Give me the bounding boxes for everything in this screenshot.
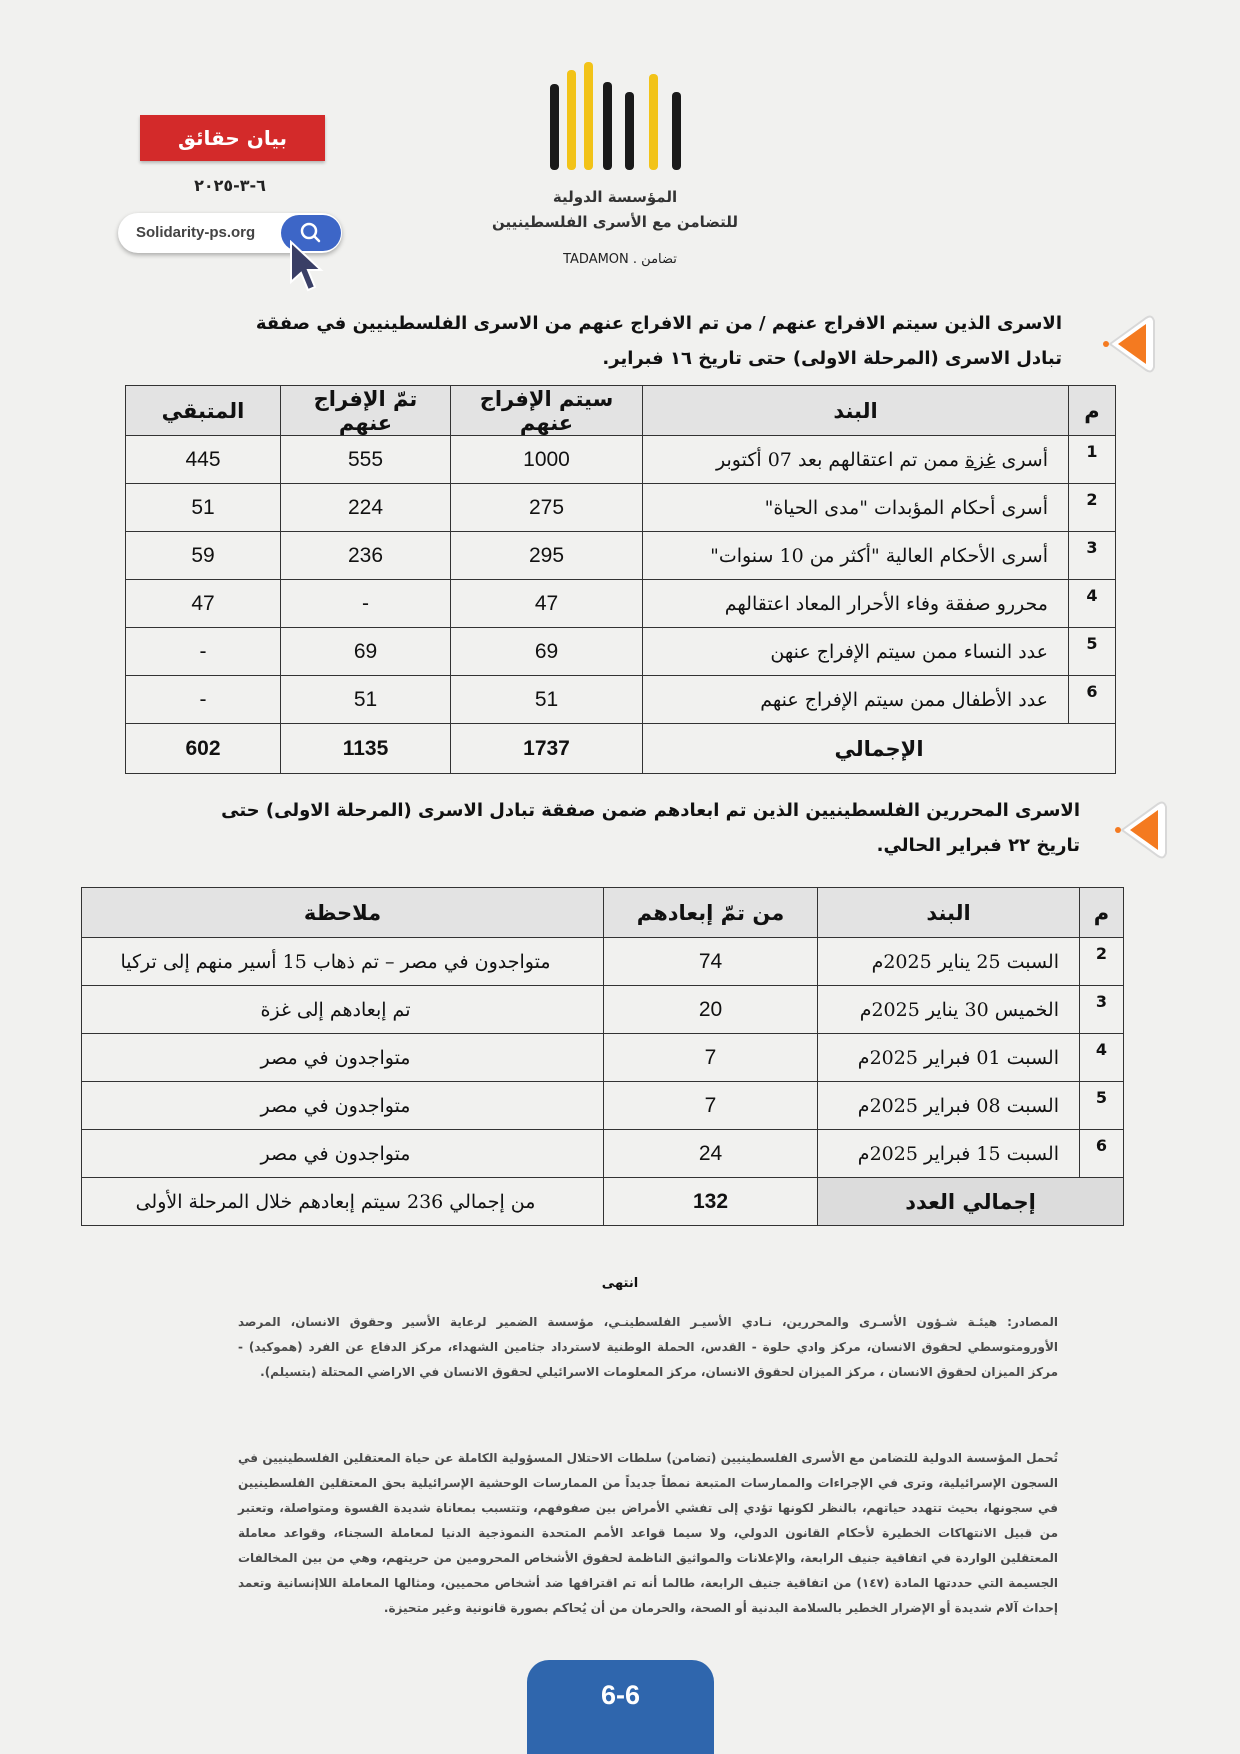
row-index: 2 [1069, 484, 1116, 532]
total-to-release: 1737 [451, 724, 643, 774]
row-index: 3 [1080, 986, 1124, 1034]
row-count: 20 [604, 986, 818, 1034]
row-note: متواجدون في مصر – تم ذهاب 15 أسير منهم إلى تركيا [82, 938, 604, 986]
deported-prisoners-table [81, 887, 1124, 1226]
org-short-name: تضامن . TADAMON [563, 252, 677, 267]
row-remaining: - [126, 676, 281, 724]
table-row [126, 532, 1116, 580]
row-remaining: 51 [126, 484, 281, 532]
organization-logo [545, 62, 695, 172]
col-header-remaining: المتبقي [126, 386, 281, 436]
col-header-note: ملاحظة [82, 888, 604, 938]
row-item: السبت 25 يناير 2025م [818, 938, 1080, 986]
website-url[interactable]: Solidarity-ps.org [136, 224, 256, 241]
row-to-release: 51 [451, 676, 643, 724]
row-released: - [281, 580, 451, 628]
row-item: عدد الأطفال ممن سيتم الإفراج عنهم [643, 676, 1069, 724]
row-released: 555 [281, 436, 451, 484]
total-label: الإجمالي [643, 724, 1116, 774]
row-released: 236 [281, 532, 451, 580]
row-remaining: 59 [126, 532, 281, 580]
col-header-deported-count: من تمّ إبعادهم [604, 888, 818, 938]
row-index: 5 [1080, 1082, 1124, 1130]
table-total-row [82, 1178, 1124, 1226]
total-released: 1135 [281, 724, 451, 774]
row-index: 6 [1080, 1130, 1124, 1178]
col-header-released: تمّ الإفراج عنهم [281, 386, 451, 436]
row-note: تم إبعادهم إلى غزة [82, 986, 604, 1034]
row-count: 74 [604, 938, 818, 986]
table-row [126, 484, 1116, 532]
statement-paragraph: تُحمل المؤسسة الدولية للتضامن مع الأسرى الفلسطينيين (تضامن) سلطات الاحتلال المسؤولية الكاملة عن حياة المعتقلين الفلسطينيين في السجون الإسرائيلية، وترى في الإجراءات والممارسات المتبعة نمطاً جديداً من الممارسات الوحشية الإسرائيلية بحق المعتقلين الفلسطينيين في سجونها، بحيث تتهدد حياتهم، بالنظر لكونها تؤدي إلى تفشي الأمراض بين صفوفهم، وتتسبب بمعاناة شديدة القسوة ومتواصلة، وتعتبر من قبيل الانتهاكات الخطيرة لأحكام القانون الدولي، ولا سيما قواعد الأمم المتحدة النموذجية الدنيا لمعاملة السجناء، وقواعد معاملة المعتقلين الواردة في اتفاقية جنيف الرابعة، والإعلانات والمواثيق الناظمة لحقوق الأشخاص المحرومين من حريتهم، وهي من بين المخالفات الجسيمة التي حددتها المادة (١٤٧) من اتفاقية جنيف الرابعة، طالما أنه تم اقترافها ضد أشخاص محميين، ومثالها المعاملة اللاإنسانية وتعمد إحداث آلام شديدة أو الإضرار الخطير بالسلامة البدنية أو الصحة، والحرمان من أن يُحاكم بصورة قانونية وغير متحيزة. [238, 1451, 1058, 1615]
row-remaining: - [126, 628, 281, 676]
row-item: أسرى غزة ممن تم اعتقالهم بعد 07 أكتوبر [643, 436, 1069, 484]
total-note: من إجمالي 236 سيتم إبعادهم خلال المرحلة الأولى [82, 1178, 604, 1226]
col-header-index: م [1080, 888, 1124, 938]
row-note: متواجدون في مصر [82, 1034, 604, 1082]
org-name-line1: المؤسسة الدولية [552, 188, 678, 206]
row-item: السبت 08 فبراير 2025م [818, 1082, 1080, 1130]
row-released: 69 [281, 628, 451, 676]
sources-paragraph: المصادر: هيئـة شـؤون الأسـرى والمحررين، نـادي الأسيـر الفلسطينـي، مؤسسة الضمير لرعاية الأسير وحقوق الانسان، المرصد الأورومتوسطي لحقوق الانسان، مركز وادي حلوة - القدس، الحملة الوطنية لاسترداد جثامين الشهداء، مركز الدفاع عن الفرد (هموكيد) - مركز الميزان لحقوق الانسان ، مركز الميزان لحقوق الانسان، مركز المعلومات الاسرائيلي لحقوق الانسان في الاراضي المحتلة (بتسيلم). [238, 1315, 1058, 1379]
row-to-release: 69 [451, 628, 643, 676]
fact-sheet-badge: بيان حقائق [140, 115, 325, 161]
org-name-line2: للتضامن مع الأسرى الفلسطينيين [492, 213, 738, 231]
total-label: إجمالي العدد [818, 1178, 1124, 1226]
mouse-cursor-icon [288, 240, 324, 296]
table-header-row [82, 888, 1124, 938]
row-item: أسرى الأحكام العالية "أكثر من 10 سنوات" [643, 532, 1069, 580]
publish-date: ٦-٣-٢٠٢٥ [194, 176, 266, 195]
table-row [82, 986, 1124, 1034]
table-header-row [126, 386, 1116, 436]
table-row [126, 676, 1116, 724]
page-number: 6-6 [527, 1660, 714, 1754]
row-to-release: 295 [451, 532, 643, 580]
row-item: عدد النساء ممن سيتم الإفراج عنهن [643, 628, 1069, 676]
row-remaining: 47 [126, 580, 281, 628]
col-header-item: البند [818, 888, 1080, 938]
row-item: أسرى أحكام المؤبدات "مدى الحياة" [643, 484, 1069, 532]
row-index: 3 [1069, 532, 1116, 580]
table-row [82, 1130, 1124, 1178]
row-item: الخميس 30 يناير 2025م [818, 986, 1080, 1034]
row-released: 224 [281, 484, 451, 532]
section2-arrow-icon [1110, 798, 1180, 862]
row-item: السبت 01 فبراير 2025م [818, 1034, 1080, 1082]
row-to-release: 1000 [451, 436, 643, 484]
row-item: السبت 15 فبراير 2025م [818, 1130, 1080, 1178]
row-index: 2 [1080, 938, 1124, 986]
row-note: متواجدون في مصر [82, 1130, 604, 1178]
table-row [126, 436, 1116, 484]
released-prisoners-table [125, 385, 1116, 774]
row-note: متواجدون في مصر [82, 1082, 604, 1130]
section2-title-line1: الاسرى المحررين الفلسطينيين الذين تم ابعادهم ضمن صفقة تبادل الاسرى (المرحلة الاولى) حتى [221, 800, 1080, 821]
col-header-index: م [1069, 386, 1116, 436]
col-header-item: البند [643, 386, 1069, 436]
row-remaining: 445 [126, 436, 281, 484]
row-index: 4 [1069, 580, 1116, 628]
row-item: محررو صفقة وفاء الأحرار المعاد اعتقالهم [643, 580, 1069, 628]
row-count: 24 [604, 1130, 818, 1178]
table-row [126, 628, 1116, 676]
row-count: 7 [604, 1082, 818, 1130]
table-row [82, 1082, 1124, 1130]
row-index: 6 [1069, 676, 1116, 724]
section1-title-line2: تبادل الاسرى (المرحلة الاولى) حتى تاريخ ١٦ فبراير. [602, 348, 1062, 369]
end-marker: انتهى [601, 1276, 639, 1291]
total-remaining: 602 [126, 724, 281, 774]
section1-title-line1: الاسرى الذين سيتم الافراج عنهم / من تم الافراج عنهم من الاسرى الفلسطينيين في صفقة [255, 313, 1062, 334]
total-count: 132 [604, 1178, 818, 1226]
row-index: 5 [1069, 628, 1116, 676]
row-to-release: 47 [451, 580, 643, 628]
col-header-to-release: سيتم الإفراج عنهم [451, 386, 643, 436]
table-row [126, 580, 1116, 628]
row-to-release: 275 [451, 484, 643, 532]
row-released: 51 [281, 676, 451, 724]
table-row [82, 1034, 1124, 1082]
row-index: 1 [1069, 436, 1116, 484]
table-total-row [126, 724, 1116, 774]
row-index: 4 [1080, 1034, 1124, 1082]
table-row [82, 938, 1124, 986]
section2-title-line2: تاريخ ٢٢ فبراير الحالي. [876, 835, 1080, 856]
section1-arrow-icon [1098, 312, 1168, 376]
row-count: 7 [604, 1034, 818, 1082]
